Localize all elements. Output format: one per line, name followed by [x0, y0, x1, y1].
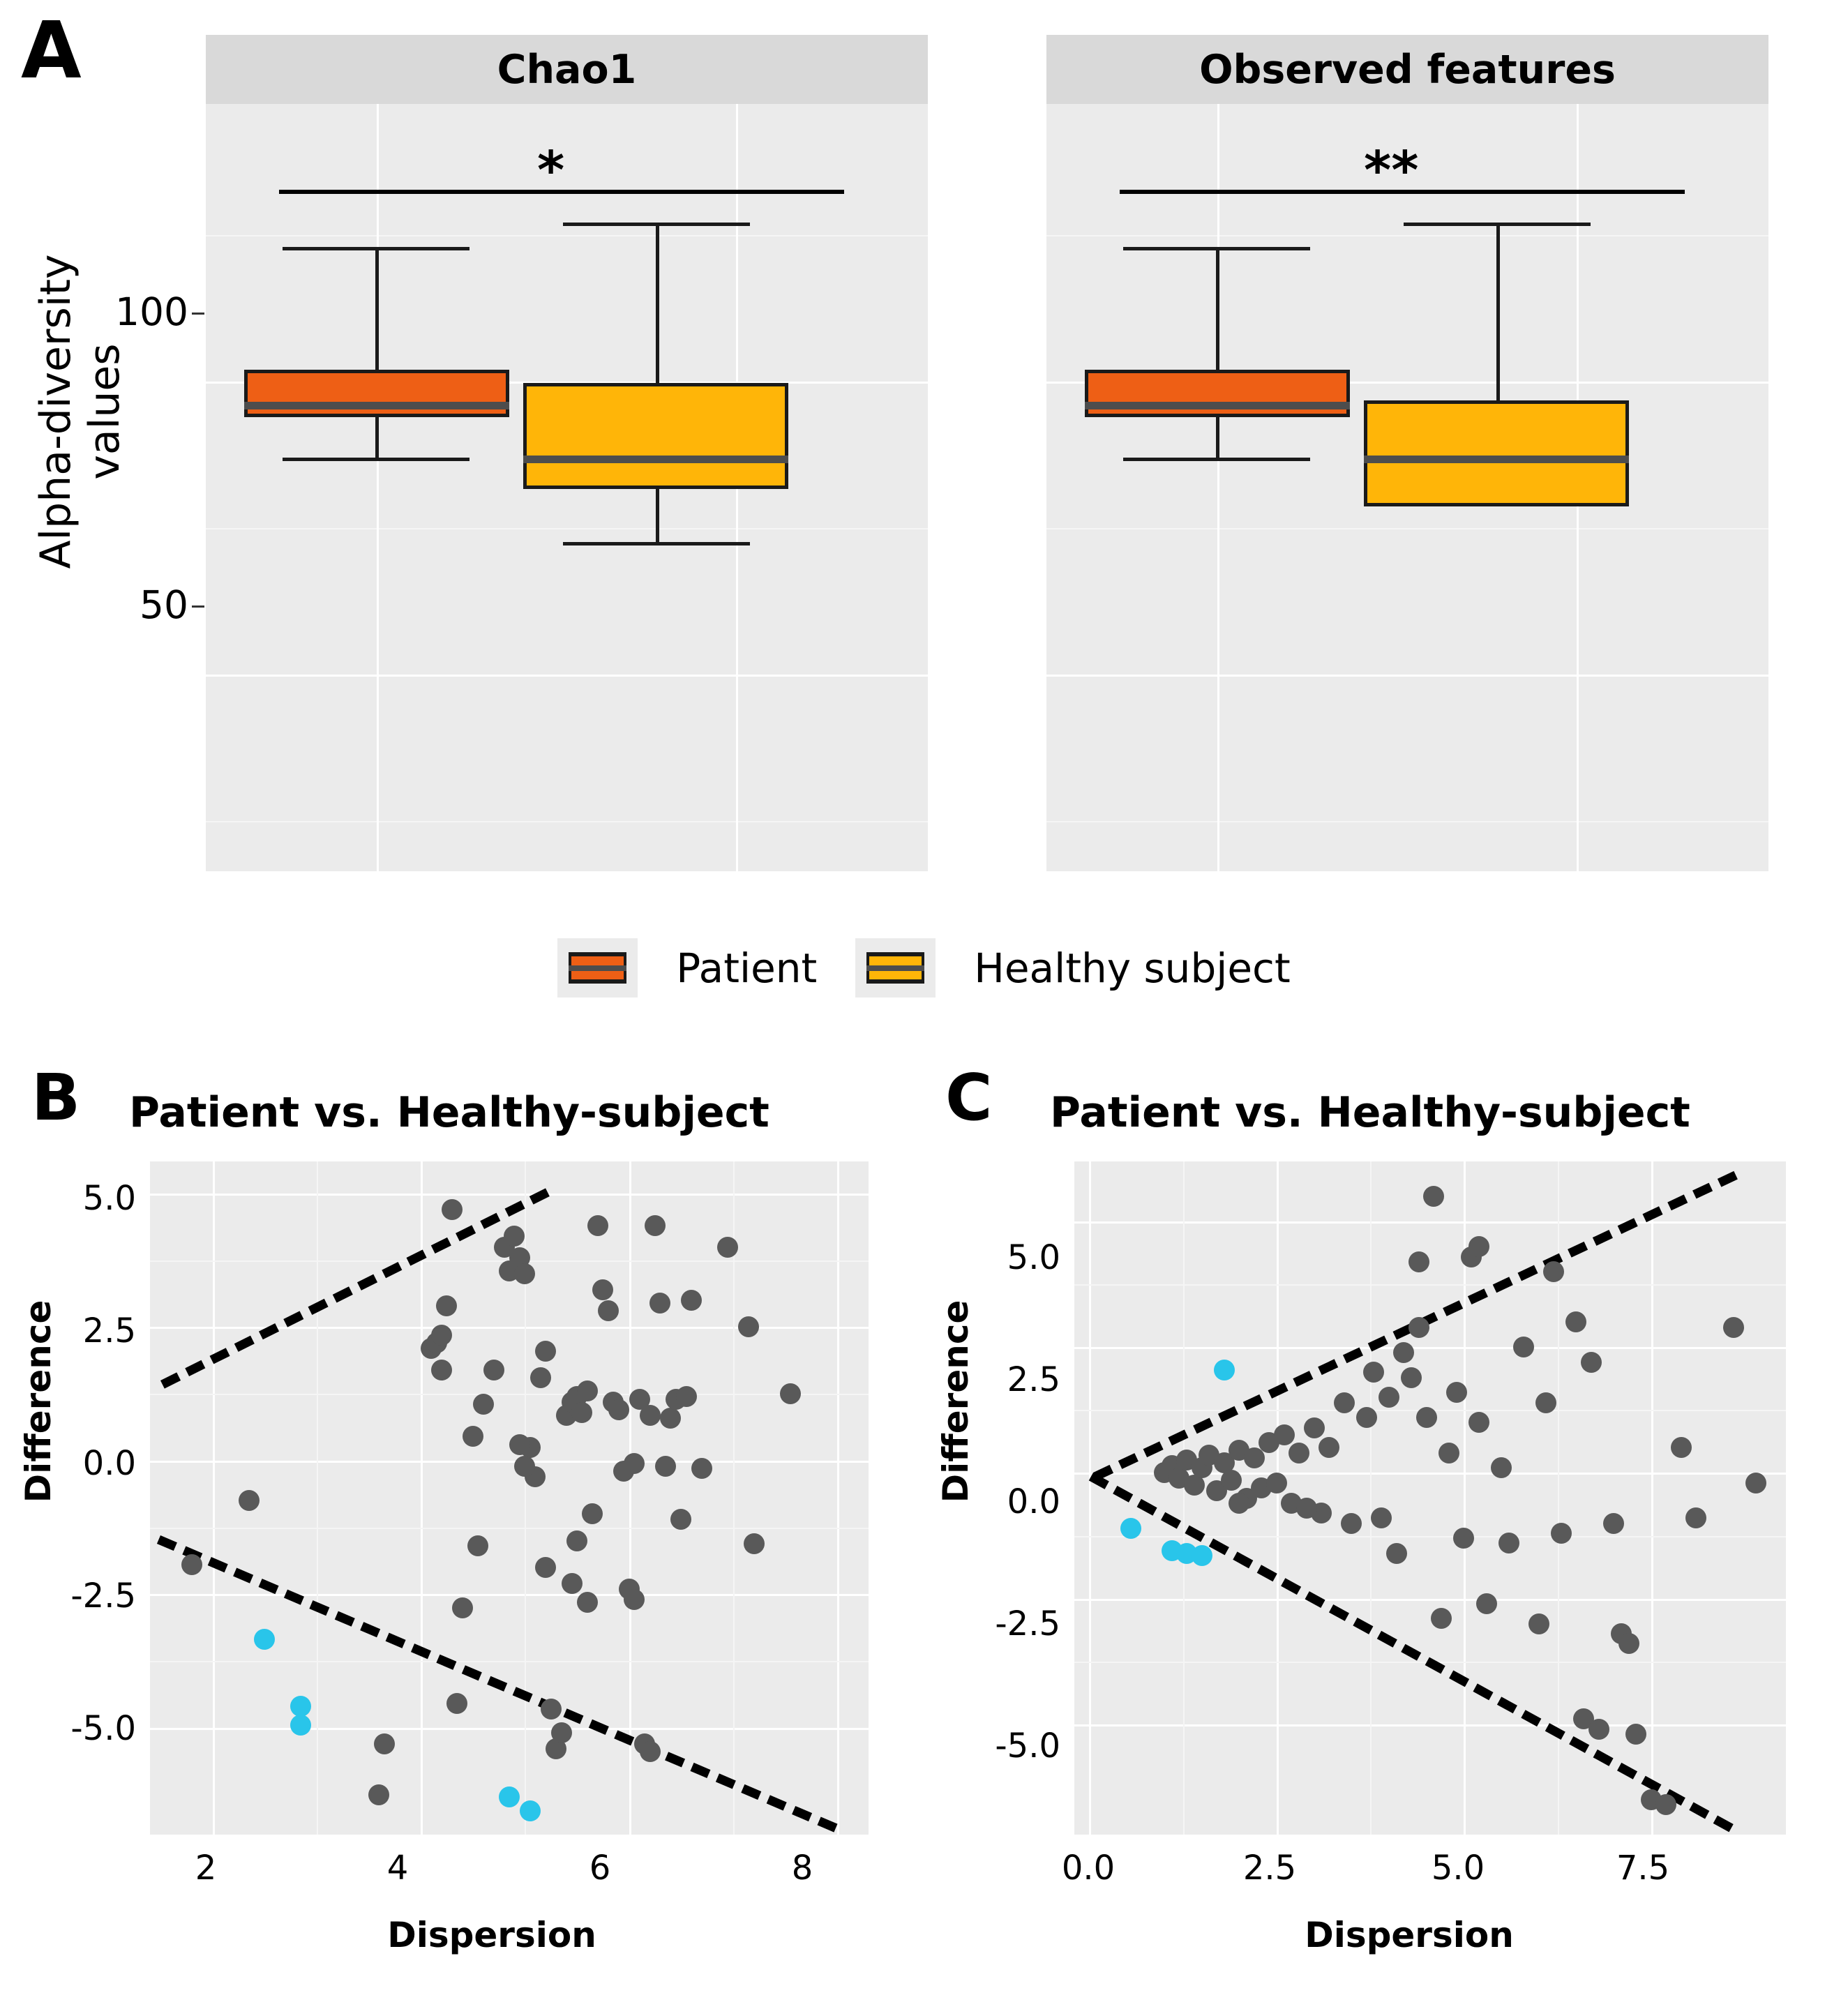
- scatter-point: [1685, 1507, 1706, 1528]
- gridline-horizontal: [150, 1728, 869, 1730]
- panel-a: [0, 0, 1848, 921]
- whisker-lower: [656, 488, 659, 543]
- gridline-minor: [1046, 821, 1768, 822]
- scatter-point: [1468, 1236, 1489, 1257]
- gridline-minor: [317, 1161, 318, 1835]
- scatter-point: [467, 1535, 488, 1556]
- scatter-point: [1491, 1457, 1512, 1478]
- gridline-minor: [206, 528, 928, 529]
- scatter-point: [566, 1530, 587, 1551]
- scatter-point: [463, 1426, 483, 1447]
- gridline-50: [206, 675, 928, 677]
- panel-c-xtick-2_5: 2.5: [1242, 1849, 1297, 1888]
- gridline-minor: [206, 821, 928, 822]
- scatter-point: [520, 1800, 541, 1821]
- whisker-upper: [1216, 247, 1219, 382]
- facet-title-chao1: Chao1: [206, 35, 928, 104]
- gridline-horizontal: [150, 1194, 869, 1196]
- scatter-point: [1618, 1633, 1639, 1654]
- panel-c-plot-area: [1074, 1161, 1786, 1835]
- scatter-point: [1363, 1362, 1384, 1383]
- gridline-horizontal: [150, 1327, 869, 1329]
- scatter-point: [1431, 1608, 1452, 1629]
- scatter-point: [1723, 1317, 1744, 1338]
- panel-b-xtick-6: 6: [589, 1849, 611, 1888]
- scatter-point: [582, 1503, 603, 1524]
- scatter-point: [624, 1453, 645, 1474]
- whisker-upper: [375, 247, 379, 382]
- gridline-minor: [150, 1394, 869, 1395]
- scatter-point: [744, 1533, 765, 1554]
- panel-b-ytick-0: 0.0: [82, 1444, 136, 1483]
- scatter-point: [1416, 1407, 1437, 1428]
- panel-c-ylabel: Difference: [936, 1300, 976, 1503]
- panel-c-title: Patient vs. Healthy-subject: [1050, 1088, 1690, 1137]
- gridline-minor: [1046, 528, 1768, 529]
- significance-star: **: [1364, 140, 1419, 201]
- gridline-minor: [206, 235, 928, 236]
- panel-c-xtick-0: 0.0: [1061, 1849, 1115, 1888]
- scatter-point: [431, 1360, 452, 1380]
- scatter-point: [780, 1383, 801, 1404]
- facet-chao1: [206, 35, 928, 871]
- gridline-vertical: [1277, 1161, 1279, 1835]
- scatter-point: [1334, 1392, 1355, 1413]
- significance-star: *: [537, 140, 565, 201]
- whisker-cap-upper: [283, 247, 469, 250]
- panel-c-ytick-0: 0.0: [1007, 1482, 1060, 1521]
- whisker-upper: [656, 223, 659, 383]
- panel-b-xlabel: Dispersion: [387, 1915, 596, 1955]
- whisker-upper: [1496, 223, 1500, 400]
- scatter-point: [530, 1367, 551, 1388]
- reference-line: [157, 1535, 837, 1833]
- scatter-point: [562, 1573, 583, 1594]
- panel-a-tickmark-50: [192, 605, 204, 608]
- scatter-point: [551, 1722, 572, 1743]
- vgridline: [377, 104, 379, 871]
- panel-c-xtick-5: 5.0: [1431, 1849, 1485, 1888]
- scatter-point: [1476, 1593, 1497, 1614]
- facet-title-observed: Observed features: [1046, 35, 1768, 104]
- scatter-point: [717, 1237, 738, 1258]
- scatter-point: [1192, 1545, 1212, 1566]
- gridline-minor: [1046, 235, 1768, 236]
- gridline-horizontal: [150, 1594, 869, 1596]
- scatter-point: [1588, 1719, 1609, 1740]
- legend-key-patient: [557, 938, 638, 998]
- scatter-point: [1528, 1613, 1549, 1634]
- scatter-point: [535, 1557, 556, 1578]
- median-patient: [1085, 402, 1350, 409]
- gridline-vertical: [421, 1161, 423, 1835]
- gridline-vertical: [837, 1161, 839, 1835]
- scatter-point: [1296, 1498, 1317, 1519]
- scatter-point: [514, 1456, 535, 1477]
- box-patient: [1085, 370, 1350, 417]
- scatter-point: [598, 1300, 619, 1321]
- scatter-point: [290, 1696, 311, 1717]
- whisker-cap-lower: [1123, 458, 1310, 461]
- legend-key-healthy: [855, 938, 936, 998]
- scatter-point: [738, 1316, 759, 1337]
- whisker-cap-lower: [563, 542, 750, 545]
- whisker-cap-upper: [1404, 223, 1591, 226]
- scatter-point: [514, 1263, 535, 1284]
- box-healthy: [523, 383, 788, 489]
- scatter-point: [374, 1733, 395, 1754]
- scatter-point: [1543, 1261, 1564, 1282]
- scatter-point: [577, 1380, 598, 1401]
- panel-b-xtick-4: 4: [386, 1849, 409, 1888]
- scatter-point: [368, 1784, 389, 1805]
- vgridline: [1217, 104, 1219, 871]
- scatter-point: [483, 1360, 504, 1380]
- gridline-vertical: [213, 1161, 215, 1835]
- whisker-cap-upper: [1123, 247, 1310, 250]
- scatter-point: [1551, 1523, 1572, 1544]
- gridline-minor: [1074, 1284, 1786, 1286]
- gridline-minor: [150, 1528, 869, 1529]
- reference-line: [160, 1188, 550, 1388]
- panel-c-ytick-2_5: 2.5: [1007, 1360, 1060, 1399]
- scatter-point: [1423, 1186, 1444, 1207]
- scatter-point: [509, 1434, 530, 1455]
- scatter-point: [691, 1458, 712, 1479]
- scatter-point: [1356, 1407, 1377, 1428]
- scatter-point: [608, 1399, 629, 1420]
- gridline-horizontal: [1074, 1724, 1786, 1726]
- scatter-point: [431, 1325, 452, 1346]
- scatter-point: [681, 1290, 702, 1311]
- panel-c-xlabel: Dispersion: [1305, 1915, 1514, 1955]
- panel-c-xtick-7_5: 7.5: [1616, 1849, 1670, 1888]
- panel-b-xtick-8: 8: [791, 1849, 813, 1888]
- panel-b-ytick-5: 5.0: [82, 1179, 136, 1218]
- panel-b-title: Patient vs. Healthy-subject: [129, 1088, 769, 1137]
- facet-panel-observed: [1046, 104, 1768, 871]
- panel-letter-a: A: [21, 6, 82, 96]
- panel-b-ytick-neg5: -5.0: [70, 1709, 136, 1748]
- scatter-point: [290, 1715, 311, 1736]
- scatter-point: [1408, 1251, 1429, 1272]
- gridline-horizontal: [1074, 1347, 1786, 1349]
- whisker-lower: [375, 417, 379, 459]
- box-patient: [244, 370, 509, 417]
- scatter-point: [504, 1226, 525, 1247]
- panel-letter-b: B: [31, 1060, 81, 1135]
- scatter-point: [649, 1293, 670, 1314]
- gridline-50: [1046, 675, 1768, 677]
- panel-a-ytick-50: 50: [140, 582, 188, 627]
- scatter-point: [473, 1394, 494, 1415]
- scatter-point: [1214, 1360, 1235, 1380]
- scatter-point: [1371, 1507, 1392, 1528]
- scatter-point: [592, 1279, 613, 1300]
- scatter-point: [1289, 1443, 1309, 1464]
- scatter-point: [1446, 1382, 1467, 1403]
- panel-c-ytick-neg5: -5.0: [995, 1726, 1060, 1766]
- scatter-point: [452, 1597, 473, 1618]
- scatter-point: [577, 1592, 598, 1613]
- scatter-point: [254, 1629, 275, 1650]
- gridline-minor: [733, 1161, 735, 1835]
- median-healthy: [523, 456, 788, 463]
- scatter-point: [541, 1699, 562, 1720]
- gridline-vertical: [1089, 1161, 1091, 1835]
- facet-panel-chao1: [206, 104, 928, 871]
- panel-a-tickmark-100: [192, 313, 204, 315]
- reference-line: [1089, 1473, 1734, 1832]
- scatter-point: [571, 1402, 592, 1423]
- gridline-horizontal: [1074, 1599, 1786, 1601]
- panel-b-plot-area: [150, 1161, 869, 1835]
- scatter-point: [1498, 1533, 1519, 1553]
- scatter-point: [1266, 1473, 1287, 1493]
- whisker-cap-lower: [283, 458, 469, 461]
- scatter-point: [1379, 1387, 1399, 1408]
- whisker-cap-upper: [563, 223, 750, 226]
- scatter-point: [1581, 1352, 1602, 1373]
- scatter-point: [1468, 1412, 1489, 1433]
- scatter-point: [1319, 1437, 1339, 1458]
- scatter-point: [1120, 1518, 1141, 1539]
- scatter-point: [499, 1786, 520, 1807]
- scatter-point: [1401, 1367, 1422, 1388]
- panel-b-ytick-neg2_5: -2.5: [70, 1577, 136, 1616]
- scatter-point: [1671, 1437, 1692, 1458]
- panel-c-ytick-5: 5.0: [1007, 1238, 1060, 1277]
- panel-letter-c: C: [945, 1060, 993, 1135]
- panel-b-ylabel: Difference: [18, 1300, 59, 1503]
- scatter-point: [1655, 1794, 1676, 1815]
- panel-a-ytick-100: 100: [115, 289, 188, 334]
- scatter-point: [1513, 1337, 1534, 1357]
- gridline-minor: [1183, 1161, 1185, 1835]
- scatter-point: [624, 1589, 645, 1610]
- scatter-point: [1244, 1447, 1265, 1468]
- whisker-lower: [1216, 417, 1219, 459]
- scatter-point: [1341, 1513, 1362, 1534]
- scatter-point: [587, 1215, 608, 1236]
- scatter-point: [1304, 1417, 1325, 1438]
- gridline-horizontal: [1074, 1221, 1786, 1224]
- box-healthy: [1364, 400, 1629, 506]
- legend-label-patient: Patient: [676, 944, 818, 992]
- scatter-point: [640, 1405, 661, 1426]
- gridline-minor: [1074, 1536, 1786, 1537]
- scatter-point: [660, 1408, 681, 1429]
- scatter-point: [181, 1554, 202, 1575]
- scatter-point: [1535, 1392, 1556, 1413]
- scatter-point: [1625, 1724, 1646, 1745]
- scatter-point: [1438, 1443, 1459, 1464]
- scatter-point: [1221, 1470, 1242, 1491]
- facet-observed-features: [1046, 35, 1768, 871]
- scatter-point: [1745, 1473, 1766, 1493]
- scatter-point: [1408, 1317, 1429, 1338]
- scatter-point: [446, 1693, 467, 1714]
- scatter-point: [535, 1341, 556, 1362]
- median-patient: [244, 402, 509, 409]
- gridline-minor: [1370, 1161, 1372, 1835]
- panel-b-ytick-2_5: 2.5: [82, 1311, 136, 1350]
- gridline-minor: [150, 1661, 869, 1662]
- scatter-point: [1603, 1513, 1624, 1534]
- scatter-point: [1393, 1342, 1414, 1363]
- scatter-point: [1386, 1543, 1407, 1564]
- panel-b-xtick-2: 2: [195, 1849, 217, 1888]
- gridline-horizontal: [150, 1461, 869, 1463]
- scatter-point: [1274, 1424, 1295, 1445]
- legend-label-healthy: Healthy subject: [974, 944, 1291, 992]
- scatter-point: [436, 1295, 457, 1316]
- scatter-point: [1229, 1493, 1249, 1514]
- panel-c-ytick-neg2_5: -2.5: [995, 1604, 1060, 1643]
- panel-a-ylabel: Alpha-diversity values: [31, 254, 129, 569]
- gridline-vertical: [1651, 1161, 1653, 1835]
- legend: [0, 938, 1848, 998]
- scatter-point: [640, 1741, 661, 1762]
- median-healthy: [1364, 456, 1629, 463]
- scatter-point: [655, 1456, 676, 1477]
- scatter-point: [645, 1215, 666, 1236]
- scatter-point: [442, 1199, 463, 1220]
- gridline-vertical: [629, 1161, 631, 1835]
- scatter-point: [1453, 1528, 1474, 1549]
- scatter-point: [676, 1386, 697, 1407]
- scatter-point: [239, 1490, 260, 1511]
- scatter-point: [1565, 1311, 1586, 1332]
